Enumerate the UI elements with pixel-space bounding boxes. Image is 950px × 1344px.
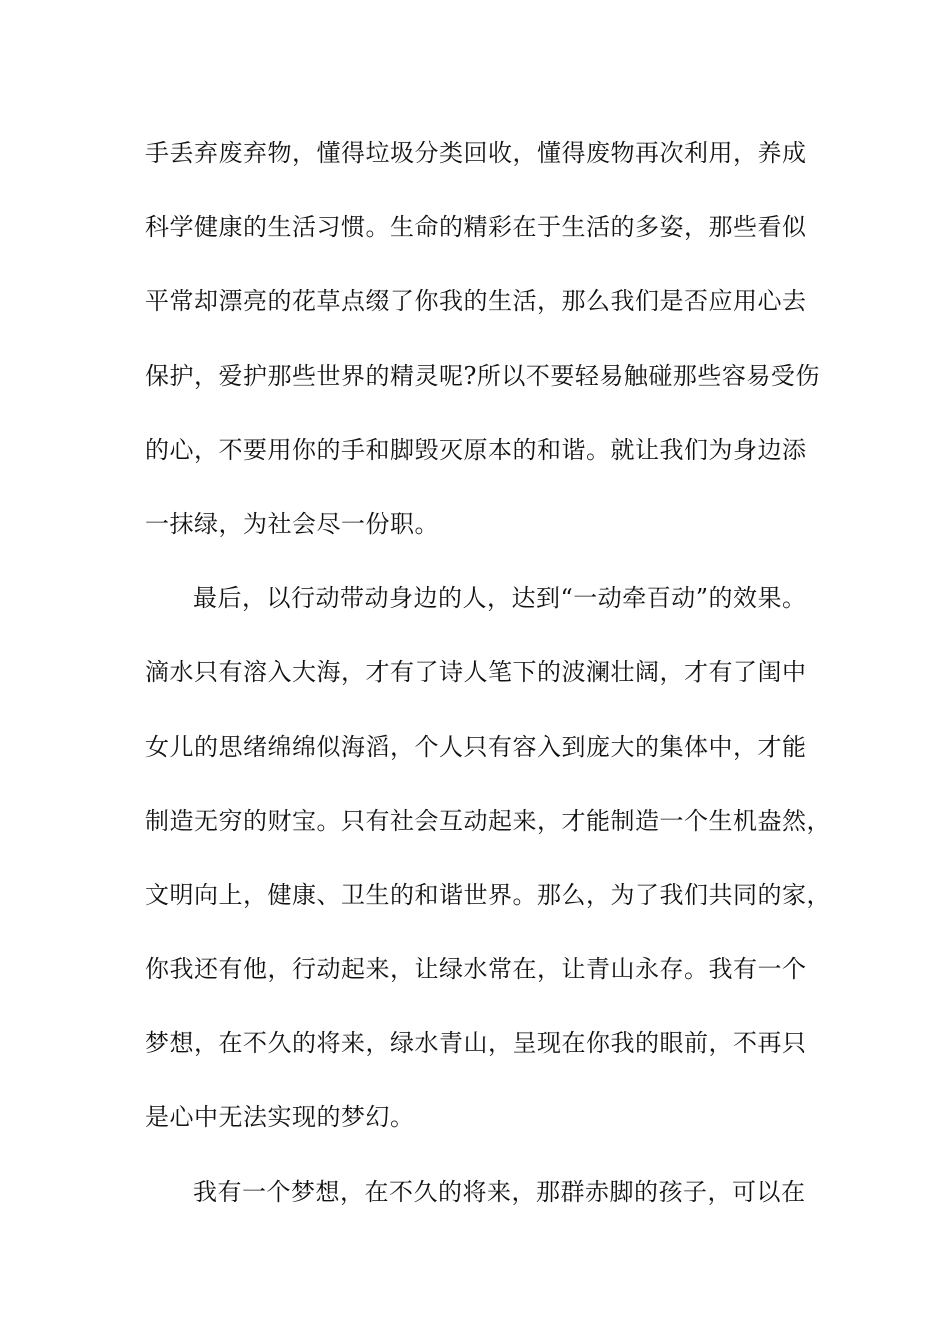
paragraph-start-line: 最后，以行动带动身边的人，达到“一动牵百动”的效果。 [193, 584, 807, 613]
text-line: 文明向上，健康、卫生的和谐世界。那么，为了我们共同的家， [145, 880, 831, 909]
text-line: 手丢弃废弃物，懂得垃圾分类回收，懂得废物再次利用，养成 [145, 139, 807, 167]
paragraph-start-line: 我有一个梦想，在不久的将来，那群赤脚的孩子，可以在 [193, 1177, 806, 1206]
text-line: 科学健康的生活习惯。生命的精彩在于生活的多姿，那些看似 [145, 213, 807, 242]
text-line: 一抹绿，为社会尽一份职。 [145, 509, 439, 538]
document-body [145, 126, 831, 1239]
text-line: 是心中无法实现的梦幻。 [145, 1103, 415, 1132]
text-line: 制造无穷的财宝。只有社会互动起来，才能制造一个生机盎然， [145, 806, 831, 835]
text-line: 你我还有他，行动起来，让绿水常在，让青山永存。我有一个 [145, 955, 807, 984]
text-line: 保护，爱护那些世界的精灵呢?所以不要轻易触碰那些容易受伤 [145, 361, 820, 390]
text-line: 的心，不要用你的手和脚毁灭原本的和谐。就让我们为身边添 [145, 435, 807, 464]
text-line: 平常却漂亮的花草点缀了你我的生活，那么我们是否应用心去 [145, 287, 807, 316]
text-line: 女儿的思绪绵绵似海滔，个人只有容入到庞大的集体中，才能 [145, 732, 807, 761]
text-line: 梦想，在不久的将来，绿水青山，呈现在你我的眼前，不再只 [145, 1029, 807, 1058]
text-line: 滴水只有溶入大海，才有了诗人笔下的波澜壮阔，才有了闺中 [145, 658, 807, 687]
